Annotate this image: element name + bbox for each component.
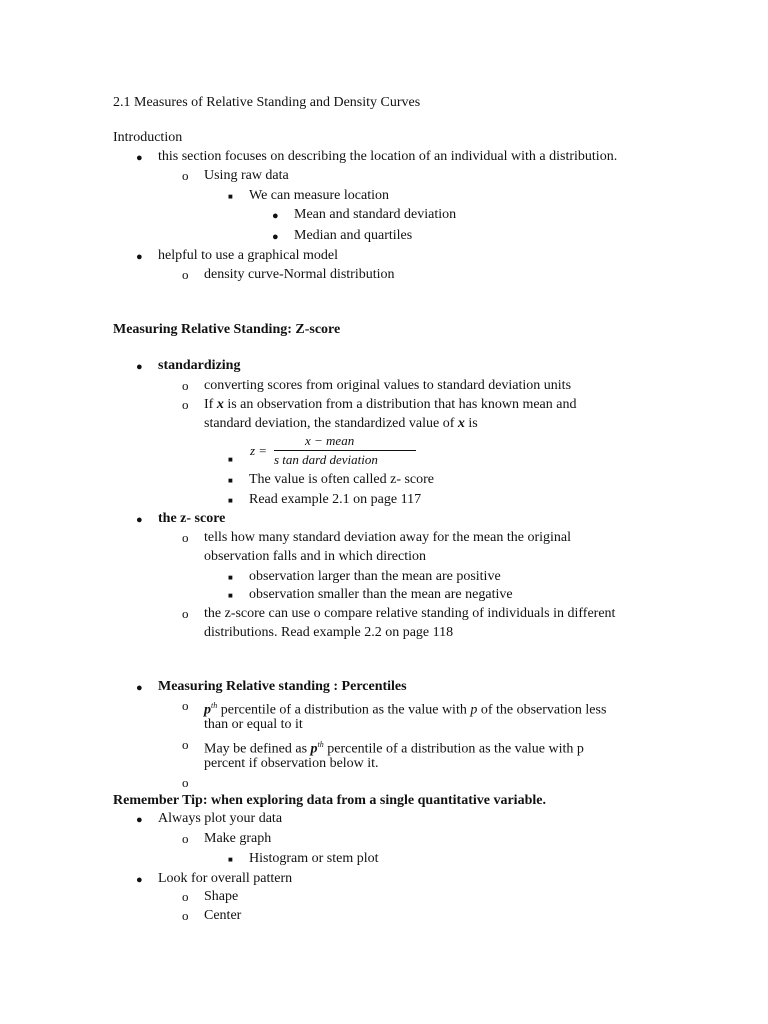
percentiles-sub-1-line2: than or equal to it	[204, 717, 303, 732]
percentiles-sub-2-line2: percent if observation below it.	[204, 756, 379, 771]
percentiles-title: Measuring Relative standing : Percentiles	[158, 679, 407, 694]
intro-item-2-sub: density curve-Normal distribution	[204, 267, 395, 282]
bullet-marker: ●	[136, 152, 143, 164]
circle-marker: o	[182, 397, 189, 412]
bullet-marker: ●	[136, 251, 143, 263]
circle-marker: o	[182, 831, 189, 846]
square-marker: ■	[228, 496, 233, 505]
bullet-marker: ●	[272, 210, 279, 222]
tip-title: Remember Tip: when exploring data from a single quantitative variable.	[113, 793, 546, 808]
fraction-bar	[274, 450, 416, 451]
intro-title: Introduction	[113, 130, 183, 145]
standardizing-sub-2-line2: standard deviation, the standardized value of x is	[204, 416, 478, 431]
tip-item-2-sub-2: Center	[204, 908, 242, 923]
thez-sub-1-line1: tells how many standard deviation away for the mean the original	[204, 530, 572, 545]
intro-item-1: this section focuses on describing the location of an individual with a distribution.	[158, 149, 618, 164]
thez-sub-1-line2: observation falls and in which direction	[204, 549, 426, 564]
circle-marker: o	[182, 530, 189, 545]
circle-marker: o	[182, 378, 189, 393]
formula-lhs: z =	[250, 443, 268, 458]
thez-sub-2-line2: distributions. Read example 2.2 on page 118	[204, 625, 454, 640]
bullet-marker: ●	[136, 514, 143, 526]
bullet-marker: ●	[136, 361, 143, 373]
square-marker: ■	[228, 476, 233, 485]
bullet-marker: ●	[136, 814, 143, 826]
square-marker: ■	[228, 455, 233, 464]
circle-marker: o	[182, 606, 189, 621]
square-marker: ■	[228, 591, 233, 600]
section-heading: 2.1 Measures of Relative Standing and Density Curves	[113, 95, 421, 110]
thez-label: the z- score	[158, 511, 226, 526]
intro-point-2: Median and quartiles	[294, 228, 413, 243]
percentiles-sub-2-line1: May be defined as $p^{th}$ percentile of a distribution as the value with p	[204, 740, 584, 757]
tip-item-1: Always plot your data	[158, 811, 283, 826]
tip-item-2-sub-1: Shape	[204, 889, 239, 904]
standardizing-point-2: The value is often called z- score	[249, 472, 435, 487]
circle-marker: o	[182, 267, 189, 282]
tip-item-1-point: Histogram or stem plot	[249, 851, 379, 866]
percentiles-sub-1-line1: $p^{th}$ percentile of a distribution as the value with p of the observation less	[204, 701, 607, 718]
circle-marker: o	[182, 775, 189, 790]
circle-marker: o	[182, 168, 189, 183]
formula-denominator: s tan dard deviation	[274, 452, 378, 467]
intro-item-1-sub: Using raw data	[204, 168, 289, 183]
circle-marker: o	[182, 908, 189, 923]
circle-marker: o	[182, 698, 189, 713]
intro-item-1-subsub: We can measure location	[249, 188, 389, 203]
thez-point-2: observation smaller than the mean are negative	[249, 587, 513, 602]
thez-sub-2-line1: the z-score can use o compare relative standing of individuals in different	[204, 606, 616, 621]
standardizing-sub-2-line1: If x is an observation from a distribution that has known mean and	[204, 397, 577, 412]
tip-item-1-sub: Make graph	[204, 831, 272, 846]
bullet-marker: ●	[272, 231, 279, 243]
circle-marker: o	[182, 889, 189, 904]
intro-item-2: helpful to use a graphical model	[158, 248, 338, 263]
formula-numerator: x − mean	[305, 433, 355, 448]
standardizing-sub-1: converting scores from original values to standard deviation units	[204, 378, 572, 393]
bullet-marker: ●	[136, 682, 143, 694]
standardizing-point-3: Read example 2.1 on page 117	[249, 492, 422, 507]
intro-point-1: Mean and standard deviation	[294, 207, 457, 222]
square-marker: ■	[228, 192, 233, 201]
standardizing-label: standardizing	[158, 358, 241, 373]
square-marker: ■	[228, 855, 233, 864]
tip-item-2: Look for overall pattern	[158, 871, 293, 886]
bullet-marker: ●	[136, 874, 143, 886]
square-marker: ■	[228, 573, 233, 582]
thez-point-1: observation larger than the mean are positive	[249, 569, 501, 584]
zscore-title: Measuring Relative Standing: Z-score	[113, 322, 341, 337]
circle-marker: o	[182, 737, 189, 752]
